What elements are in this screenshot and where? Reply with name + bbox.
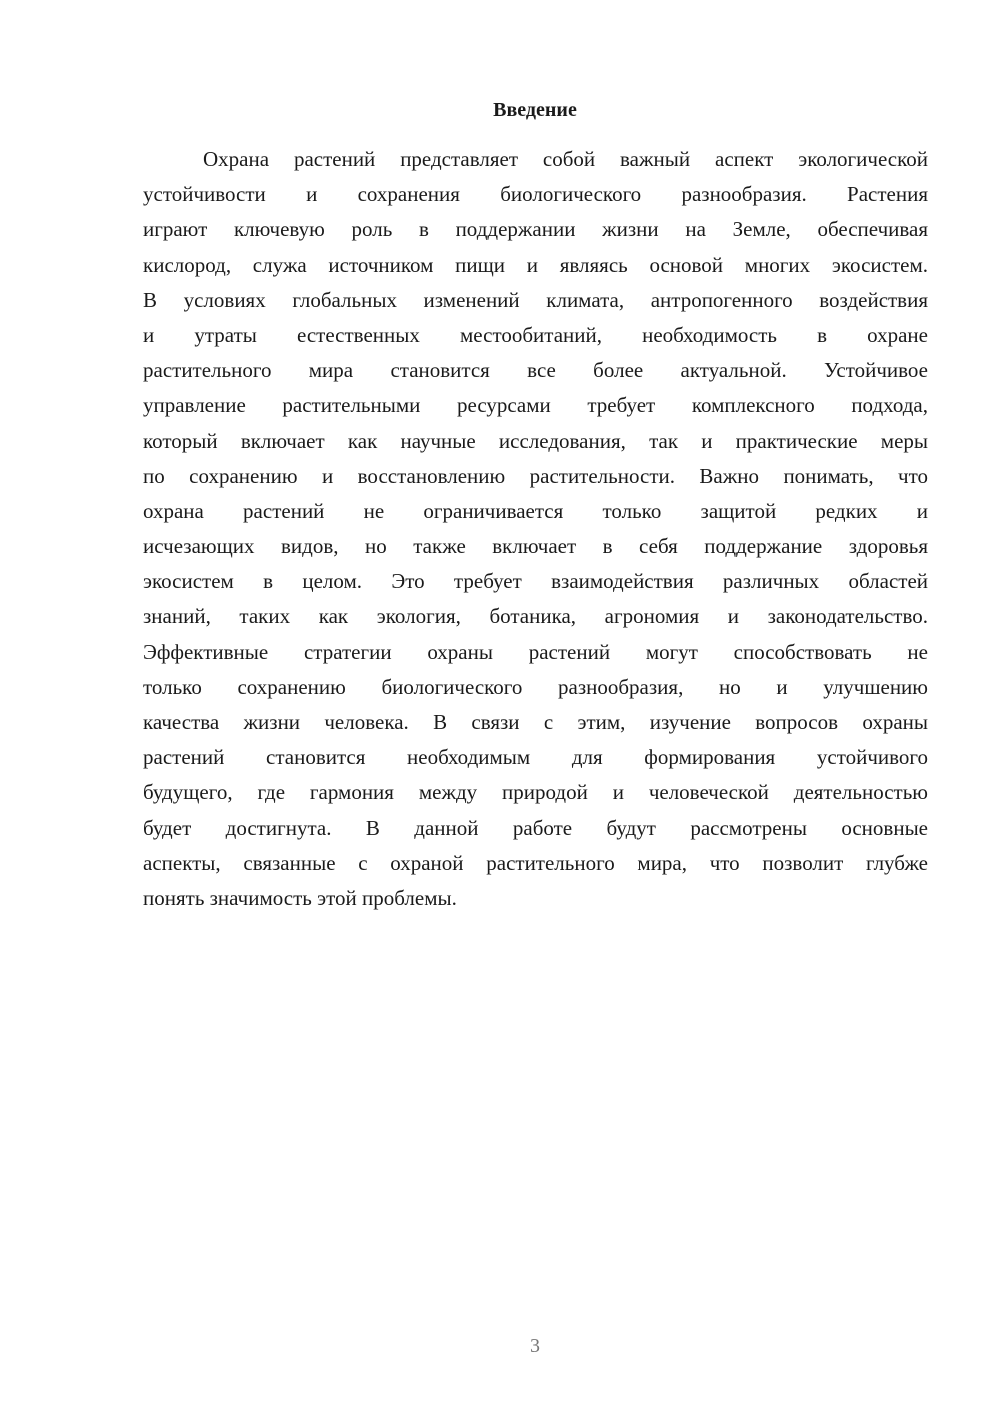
paragraph-line: аспекты, связанные с охраной растительного мира, что позволит глубже bbox=[143, 850, 928, 875]
paragraph-line: устойчивости и сохранения биологического разнообразия. Растения bbox=[143, 182, 928, 207]
page-number: 3 bbox=[530, 1335, 540, 1357]
paragraph-line: который включает как научные исследования, так и практические меры bbox=[143, 428, 928, 453]
page-title: Введение bbox=[493, 99, 577, 121]
paragraph-line: знаний, таких как экология, ботаника, агрономия и законодательство. bbox=[143, 604, 928, 629]
paragraph-line: растительного мира становится все более актуальной. Устойчивое bbox=[143, 358, 928, 383]
intro-paragraph bbox=[143, 142, 928, 916]
paragraph-line: качества жизни человека. В связи с этим, изучение вопросов охраны bbox=[143, 710, 928, 734]
paragraph-line: кислород, служа источником пищи и являясь основой многих экосистем. bbox=[143, 252, 928, 277]
paragraph-line: В условиях глобальных изменений климата, антропогенного воздействия bbox=[143, 287, 928, 312]
paragraph-line: по сохранению и восстановлению растительности. Важно понимать, что bbox=[143, 463, 928, 488]
paragraph-line: исчезающих видов, но также включает в себя поддержание здоровья bbox=[143, 534, 928, 559]
paragraph-line: играют ключевую роль в поддержании жизни на Земле, обеспечивая bbox=[143, 217, 928, 242]
paragraph-line: будет достигнута. В данной работе будут рассмотрены основные bbox=[143, 815, 928, 840]
paragraph-line: Охрана растений представляет собой важный аспект экологической bbox=[203, 147, 928, 171]
paragraph-line: экосистем в целом. Это требует взаимодействия различных областей bbox=[143, 569, 928, 594]
paragraph-line: Эффективные стратегии охраны растений могут способствовать не bbox=[143, 639, 928, 664]
paragraph-line: и утраты естественных местообитаний, необходимость в охране bbox=[143, 322, 928, 347]
paragraph-line: понять значимость этой проблемы. bbox=[143, 885, 457, 910]
paragraph-line: только сохранению биологического разнообразия, но и улучшению bbox=[143, 674, 928, 699]
paragraph-line: растений становится необходимым для формирования устойчивого bbox=[143, 745, 928, 770]
paragraph-line: будущего, где гармония между природой и человеческой деятельностью bbox=[143, 780, 928, 805]
paragraph-line: охрана растений не ограничивается только защитой редких и bbox=[143, 498, 928, 523]
paragraph-line: управление растительными ресурсами требует комплексного подхода, bbox=[143, 393, 928, 418]
